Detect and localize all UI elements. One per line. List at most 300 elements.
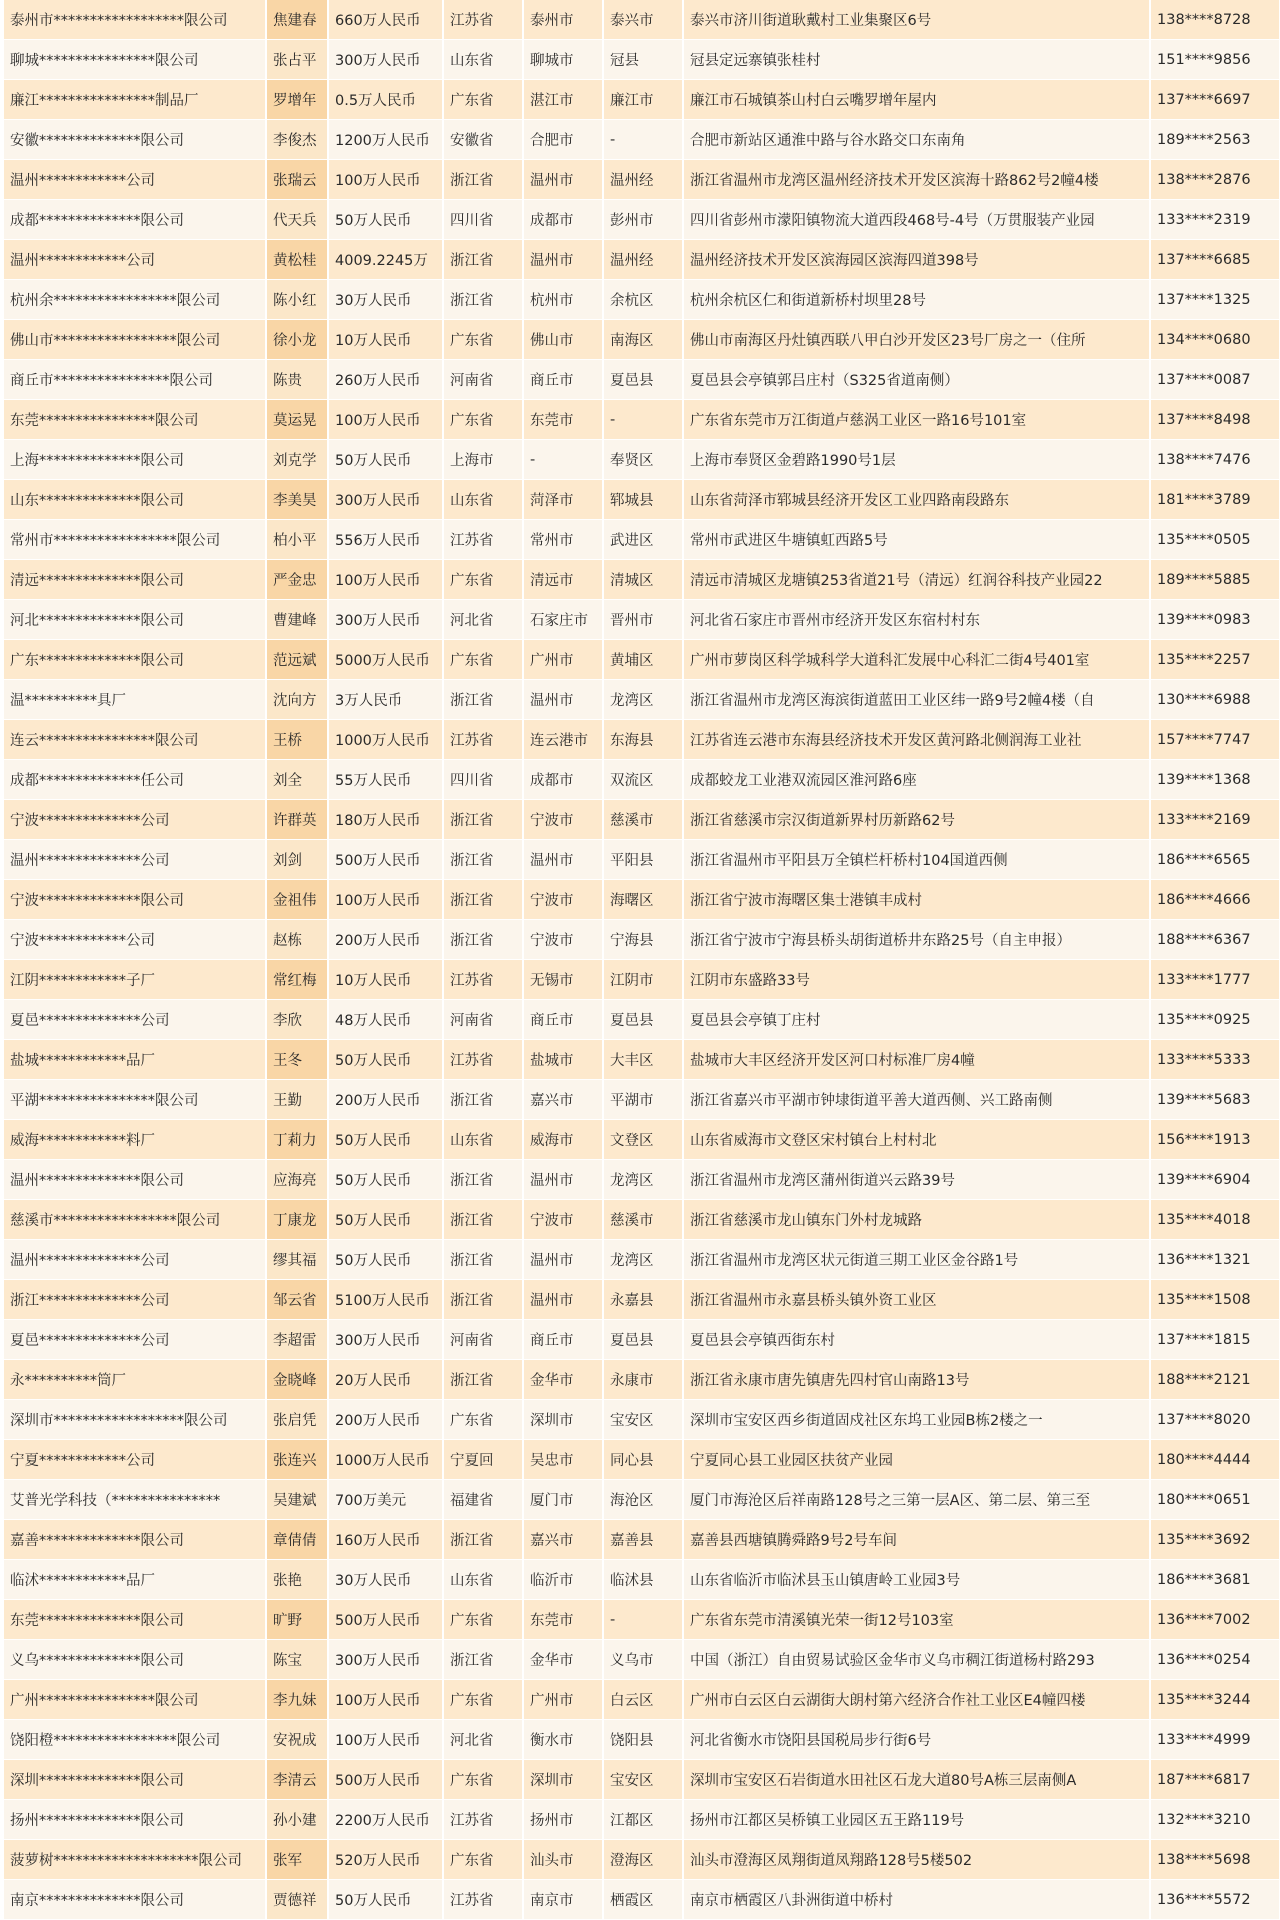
address-cell: 浙江省永康市唐先镇唐先四村官山南路13号 [683,1360,1150,1400]
address-cell: 汕头市澄海区凤翔街道凤翔路128号5楼502 [683,1840,1150,1880]
contact-name-cell: 邹云省 [266,1280,328,1320]
phone-cell: 139****1368 [1150,760,1280,800]
contact-name-cell: 严金忠 [266,560,328,600]
address-cell: 河北省衡水市饶阳县国税局步行街6号 [683,1720,1150,1760]
province-cell: 宁夏回 [443,1440,523,1480]
city-cell: 杭州市 [523,280,603,320]
table-row [4,960,1280,1000]
city-cell: 威海市 [523,1120,603,1160]
registered-capital-cell: 20万人民币 [328,1360,443,1400]
district-cell: 龙湾区 [603,1240,683,1280]
city-cell: 菏泽市 [523,480,603,520]
district-cell: 海沧区 [603,1480,683,1520]
table-row [4,1760,1280,1800]
contact-name-cell: 柏小平 [266,520,328,560]
company-name-cell: 深圳市******************限公司 [4,1400,266,1440]
province-cell: 四川省 [443,200,523,240]
company-name-cell: 盐城************品厂 [4,1040,266,1080]
table-row [4,1520,1280,1560]
province-cell: 浙江省 [443,680,523,720]
address-cell: 中国（浙江）自由贸易试验区金华市义乌市稠江街道杨村路293 [683,1640,1150,1680]
province-cell: 广东省 [443,640,523,680]
registered-capital-cell: 2200万人民币 [328,1800,443,1840]
registered-capital-cell: 700万美元 [328,1480,443,1520]
table-row [4,1400,1280,1440]
district-cell: 慈溪市 [603,1200,683,1240]
phone-cell: 139****5683 [1150,1080,1280,1120]
company-name-cell: 扬州**************限公司 [4,1800,266,1840]
table-row [4,1560,1280,1600]
contact-name-cell: 李九妹 [266,1680,328,1720]
district-cell: 郓城县 [603,480,683,520]
city-cell: 宁波市 [523,920,603,960]
contact-name-cell: 王桥 [266,720,328,760]
company-name-cell: 夏邑**************公司 [4,1000,266,1040]
phone-cell: 137****1815 [1150,1320,1280,1360]
phone-cell: 135****3244 [1150,1680,1280,1720]
table-row [4,1120,1280,1160]
city-cell: 温州市 [523,1160,603,1200]
company-name-cell: 浙江**************公司 [4,1280,266,1320]
phone-cell: 186****3681 [1150,1560,1280,1600]
table-row [4,440,1280,480]
phone-cell: 186****6565 [1150,840,1280,880]
address-cell: 浙江省温州市平阳县万全镇栏杆桥村104国道西侧 [683,840,1150,880]
registered-capital-cell: 10万人民币 [328,320,443,360]
city-cell: 成都市 [523,760,603,800]
contact-name-cell: 张艳 [266,1560,328,1600]
registered-capital-cell: 50万人民币 [328,1120,443,1160]
table-row [4,760,1280,800]
company-name-cell: 山东**************限公司 [4,480,266,520]
company-name-cell: 夏邑**************公司 [4,1320,266,1360]
phone-cell: 156****1913 [1150,1120,1280,1160]
phone-cell: 180****4444 [1150,1440,1280,1480]
registered-capital-cell: 50万人民币 [328,1240,443,1280]
contact-name-cell: 金晓峰 [266,1360,328,1400]
registered-capital-cell: 50万人民币 [328,1040,443,1080]
city-cell: 聊城市 [523,40,603,80]
phone-cell: 134****0680 [1150,320,1280,360]
province-cell: 广东省 [443,1600,523,1640]
phone-cell: 137****6685 [1150,240,1280,280]
city-cell: 成都市 [523,200,603,240]
district-cell: 慈溪市 [603,800,683,840]
registered-capital-cell: 100万人民币 [328,160,443,200]
company-name-cell: 江阴************子厂 [4,960,266,1000]
company-name-cell: 宁夏************公司 [4,1440,266,1480]
phone-cell: 189****2563 [1150,120,1280,160]
table-row [4,240,1280,280]
district-cell: 江阴市 [603,960,683,1000]
address-cell: 广东省东莞市清溪镇光荣一街12号103室 [683,1600,1150,1640]
district-cell: 冠县 [603,40,683,80]
district-cell: - [603,1600,683,1640]
company-name-cell: 宁波**************公司 [4,800,266,840]
address-cell: 浙江省宁波市宁海县桥头胡街道桥井东路25号（自主申报） [683,920,1150,960]
company-name-cell: 聊城****************限公司 [4,40,266,80]
district-cell: 武进区 [603,520,683,560]
city-cell: 广州市 [523,640,603,680]
table-row [4,160,1280,200]
registered-capital-cell: 300万人民币 [328,1640,443,1680]
contact-name-cell: 刘克学 [266,440,328,480]
address-cell: 深圳市宝安区石岩街道水田社区石龙大道80号A栋三层南侧A [683,1760,1150,1800]
city-cell: 深圳市 [523,1400,603,1440]
phone-cell: 139****6904 [1150,1160,1280,1200]
contact-name-cell: 焦建春 [266,0,328,40]
registered-capital-cell: 0.5万人民币 [328,80,443,120]
city-cell: 嘉兴市 [523,1080,603,1120]
province-cell: 浙江省 [443,1080,523,1120]
registered-capital-cell: 300万人民币 [328,1320,443,1360]
table-body [4,0,1280,1920]
address-cell: 清远市清城区龙塘镇253省道21号（清远）红润谷科技产业园22 [683,560,1150,600]
province-cell: 广东省 [443,1840,523,1880]
company-name-cell: 温州**************公司 [4,840,266,880]
company-name-cell: 河北**************限公司 [4,600,266,640]
city-cell: 衡水市 [523,1720,603,1760]
address-cell: 浙江省温州市龙湾区温州经济技术开发区滨海十路862号2幢4楼 [683,160,1150,200]
province-cell: 福建省 [443,1480,523,1520]
phone-cell: 133****2319 [1150,200,1280,240]
contact-name-cell: 李清云 [266,1760,328,1800]
address-cell: 夏邑县会亭镇郭吕庄村（S325省道南侧） [683,360,1150,400]
phone-cell: 135****3692 [1150,1520,1280,1560]
address-cell: 山东省临沂市临沭县玉山镇唐岭工业园3号 [683,1560,1150,1600]
province-cell: 浙江省 [443,1160,523,1200]
city-cell: 扬州市 [523,1800,603,1840]
company-name-cell: 宁波************公司 [4,920,266,960]
contact-name-cell: 张启凭 [266,1400,328,1440]
registered-capital-cell: 500万人民币 [328,1600,443,1640]
city-cell: 宁波市 [523,880,603,920]
district-cell: 宝安区 [603,1400,683,1440]
address-cell: 广东省东莞市万江街道卢慈涡工业区一路16号101室 [683,400,1150,440]
province-cell: 江苏省 [443,720,523,760]
table-row [4,680,1280,720]
contact-name-cell: 许群英 [266,800,328,840]
province-cell: 山东省 [443,480,523,520]
district-cell: 温州经 [603,240,683,280]
province-cell: 浙江省 [443,1520,523,1560]
table-row [4,80,1280,120]
address-cell: 山东省威海市文登区宋村镇台上村村北 [683,1120,1150,1160]
address-cell: 夏邑县会亭镇丁庄村 [683,1000,1150,1040]
company-name-cell: 商丘市****************限公司 [4,360,266,400]
table-row [4,480,1280,520]
district-cell: 廉江市 [603,80,683,120]
district-cell: 临沭县 [603,1560,683,1600]
company-name-cell: 慈溪市*****************限公司 [4,1200,266,1240]
address-cell: 宁夏同心县工业园区扶贫产业园 [683,1440,1150,1480]
phone-cell: 187****6817 [1150,1760,1280,1800]
district-cell: 澄海区 [603,1840,683,1880]
city-cell: 厦门市 [523,1480,603,1520]
address-cell: 成都蛟龙工业港双流园区淮河路6座 [683,760,1150,800]
table-row [4,880,1280,920]
address-cell: 上海市奉贤区金碧路1990号1层 [683,440,1150,480]
phone-cell: 137****6697 [1150,80,1280,120]
contact-name-cell: 张连兴 [266,1440,328,1480]
contact-name-cell: 旷野 [266,1600,328,1640]
table-row [4,800,1280,840]
phone-cell: 135****4018 [1150,1200,1280,1240]
contact-name-cell: 李欣 [266,1000,328,1040]
registered-capital-cell: 30万人民币 [328,280,443,320]
province-cell: 广东省 [443,320,523,360]
registered-capital-cell: 30万人民币 [328,1560,443,1600]
registered-capital-cell: 180万人民币 [328,800,443,840]
company-name-cell: 平湖****************限公司 [4,1080,266,1120]
registered-capital-cell: 4009.2245万 [328,240,443,280]
contact-name-cell: 罗增年 [266,80,328,120]
contact-name-cell: 李超雷 [266,1320,328,1360]
address-cell: 浙江省慈溪市龙山镇东门外村龙城路 [683,1200,1150,1240]
table-row [4,200,1280,240]
company-name-cell: 连云****************限公司 [4,720,266,760]
company-name-cell: 廉江****************制品厂 [4,80,266,120]
company-name-cell: 南京**************限公司 [4,1880,266,1920]
table-row [4,720,1280,760]
contact-name-cell: 金祖伟 [266,880,328,920]
address-cell: 冠县定远寨镇张桂村 [683,40,1150,80]
province-cell: 河南省 [443,1000,523,1040]
province-cell: 河南省 [443,1320,523,1360]
phone-cell: 137****0087 [1150,360,1280,400]
district-cell: 双流区 [603,760,683,800]
registered-capital-cell: 660万人民币 [328,0,443,40]
address-cell: 浙江省温州市永嘉县桥头镇外资工业区 [683,1280,1150,1320]
district-cell: 白云区 [603,1680,683,1720]
registered-capital-cell: 1000万人民币 [328,1440,443,1480]
district-cell: - [603,120,683,160]
city-cell: 东莞市 [523,1600,603,1640]
phone-cell: 157****7747 [1150,720,1280,760]
registered-capital-cell: 520万人民币 [328,1840,443,1880]
district-cell: 饶阳县 [603,1720,683,1760]
company-name-cell: 温**********具厂 [4,680,266,720]
registered-capital-cell: 1200万人民币 [328,120,443,160]
contact-name-cell: 曹建峰 [266,600,328,640]
contact-name-cell: 章倩倩 [266,1520,328,1560]
contact-name-cell: 黄松桂 [266,240,328,280]
registered-capital-cell: 300万人民币 [328,600,443,640]
table-row [4,1000,1280,1040]
province-cell: 浙江省 [443,840,523,880]
phone-cell: 138****5698 [1150,1840,1280,1880]
table-row [4,0,1280,40]
contact-name-cell: 王勤 [266,1080,328,1120]
district-cell: 宝安区 [603,1760,683,1800]
district-cell: 夏邑县 [603,360,683,400]
registered-capital-cell: 5000万人民币 [328,640,443,680]
address-cell: 佛山市南海区丹灶镇西联八甲白沙开发区23号厂房之一（住所 [683,320,1150,360]
city-cell: 盐城市 [523,1040,603,1080]
city-cell: 湛江市 [523,80,603,120]
district-cell: 嘉善县 [603,1520,683,1560]
address-cell: 广州市白云区白云湖街大朗村第六经济合作社工业区E4幢四楼 [683,1680,1150,1720]
district-cell: 泰兴市 [603,0,683,40]
company-name-cell: 成都**************限公司 [4,200,266,240]
company-name-cell: 东莞****************限公司 [4,400,266,440]
district-cell: 义乌市 [603,1640,683,1680]
city-cell: 商丘市 [523,360,603,400]
table-row [4,1600,1280,1640]
table-row [4,600,1280,640]
district-cell: 清城区 [603,560,683,600]
company-name-cell: 艾普光学科技（*************** [4,1480,266,1520]
phone-cell: 137****8020 [1150,1400,1280,1440]
company-table [4,0,1280,1920]
table-row [4,320,1280,360]
registered-capital-cell: 48万人民币 [328,1000,443,1040]
address-cell: 常州市武进区牛塘镇虹西路5号 [683,520,1150,560]
contact-name-cell: 刘剑 [266,840,328,880]
address-cell: 嘉善县西塘镇腾舜路9号2号车间 [683,1520,1150,1560]
district-cell: 彭州市 [603,200,683,240]
table-row [4,640,1280,680]
contact-name-cell: 孙小建 [266,1800,328,1840]
registered-capital-cell: 50万人民币 [328,1880,443,1920]
registered-capital-cell: 200万人民币 [328,1080,443,1120]
company-name-cell: 温州************公司 [4,240,266,280]
phone-cell: 133****5333 [1150,1040,1280,1080]
city-cell: 金华市 [523,1640,603,1680]
table-row [4,1040,1280,1080]
province-cell: 浙江省 [443,920,523,960]
company-name-cell: 泰州市******************限公司 [4,0,266,40]
phone-cell: 133****2169 [1150,800,1280,840]
address-cell: 深圳市宝安区西乡街道固戍社区东坞工业园B栋2楼之一 [683,1400,1150,1440]
registered-capital-cell: 3万人民币 [328,680,443,720]
phone-cell: 186****4666 [1150,880,1280,920]
province-cell: 广东省 [443,80,523,120]
district-cell: 同心县 [603,1440,683,1480]
province-cell: 山东省 [443,40,523,80]
province-cell: 浙江省 [443,160,523,200]
registered-capital-cell: 260万人民币 [328,360,443,400]
district-cell: 平阳县 [603,840,683,880]
province-cell: 江苏省 [443,0,523,40]
district-cell: 平湖市 [603,1080,683,1120]
city-cell: 温州市 [523,840,603,880]
province-cell: 浙江省 [443,280,523,320]
table-row [4,1160,1280,1200]
address-cell: 扬州市江都区吴桥镇工业园区五王路119号 [683,1800,1150,1840]
contact-name-cell: 代天兵 [266,200,328,240]
province-cell: 江苏省 [443,1880,523,1920]
company-name-cell: 安徽**************限公司 [4,120,266,160]
province-cell: 江苏省 [443,1040,523,1080]
district-cell: 海曙区 [603,880,683,920]
contact-name-cell: 陈贵 [266,360,328,400]
province-cell: 河北省 [443,600,523,640]
table-row [4,840,1280,880]
address-cell: 四川省彭州市濛阳镇物流大道西段468号-4号（万贯服装产业园 [683,200,1150,240]
phone-cell: 138****7476 [1150,440,1280,480]
contact-name-cell: 安祝成 [266,1720,328,1760]
contact-name-cell: 丁康龙 [266,1200,328,1240]
province-cell: 安徽省 [443,120,523,160]
registered-capital-cell: 556万人民币 [328,520,443,560]
phone-cell: 135****0505 [1150,520,1280,560]
city-cell: 吴忠市 [523,1440,603,1480]
province-cell: 河南省 [443,360,523,400]
table-row [4,40,1280,80]
address-cell: 浙江省温州市龙湾区海滨街道蓝田工业区纬一路9号2幢4楼（自 [683,680,1150,720]
registered-capital-cell: 100万人民币 [328,400,443,440]
province-cell: 河北省 [443,1720,523,1760]
registered-capital-cell: 10万人民币 [328,960,443,1000]
city-cell: 宁波市 [523,800,603,840]
contact-name-cell: 张占平 [266,40,328,80]
registered-capital-cell: 100万人民币 [328,560,443,600]
city-cell: 汕头市 [523,1840,603,1880]
registered-capital-cell: 55万人民币 [328,760,443,800]
registered-capital-cell: 500万人民币 [328,840,443,880]
address-cell: 夏邑县会亭镇西街东村 [683,1320,1150,1360]
district-cell: 龙湾区 [603,1160,683,1200]
city-cell: 合肥市 [523,120,603,160]
city-cell: 温州市 [523,160,603,200]
phone-cell: 136****0254 [1150,1640,1280,1680]
contact-name-cell: 陈小红 [266,280,328,320]
company-name-cell: 广州****************限公司 [4,1680,266,1720]
table-row [4,1480,1280,1520]
district-cell: 栖霞区 [603,1880,683,1920]
phone-cell: 133****1777 [1150,960,1280,1000]
district-cell: 奉贤区 [603,440,683,480]
phone-cell: 138****2876 [1150,160,1280,200]
address-cell: 浙江省温州市龙湾区蒲州街道兴云路39号 [683,1160,1150,1200]
table-row [4,1440,1280,1480]
province-cell: 浙江省 [443,1640,523,1680]
address-cell: 江阴市东盛路33号 [683,960,1150,1000]
table-row [4,120,1280,160]
company-name-cell: 永**********筒厂 [4,1360,266,1400]
province-cell: 山东省 [443,1560,523,1600]
province-cell: 江苏省 [443,520,523,560]
phone-cell: 133****4999 [1150,1720,1280,1760]
contact-name-cell: 莫运晃 [266,400,328,440]
company-name-cell: 温州************公司 [4,160,266,200]
city-cell: 泰州市 [523,0,603,40]
company-name-cell: 佛山市*****************限公司 [4,320,266,360]
phone-cell: 136****1321 [1150,1240,1280,1280]
registered-capital-cell: 50万人民币 [328,1200,443,1240]
address-cell: 浙江省温州市龙湾区状元街道三期工业区金谷路1号 [683,1240,1150,1280]
district-cell: 晋州市 [603,600,683,640]
district-cell: 江都区 [603,1800,683,1840]
contact-name-cell: 徐小龙 [266,320,328,360]
phone-cell: 136****5572 [1150,1880,1280,1920]
province-cell: 上海市 [443,440,523,480]
table-row [4,1080,1280,1120]
city-cell: 商丘市 [523,1320,603,1360]
city-cell: 温州市 [523,240,603,280]
phone-cell: 189****5885 [1150,560,1280,600]
phone-cell: 137****8498 [1150,400,1280,440]
registered-capital-cell: 100万人民币 [328,880,443,920]
company-name-cell: 广东**************限公司 [4,640,266,680]
province-cell: 浙江省 [443,880,523,920]
city-cell: 南京市 [523,1880,603,1920]
province-cell: 浙江省 [443,240,523,280]
registered-capital-cell: 500万人民币 [328,1760,443,1800]
company-name-cell: 成都**************任公司 [4,760,266,800]
city-cell: 嘉兴市 [523,1520,603,1560]
